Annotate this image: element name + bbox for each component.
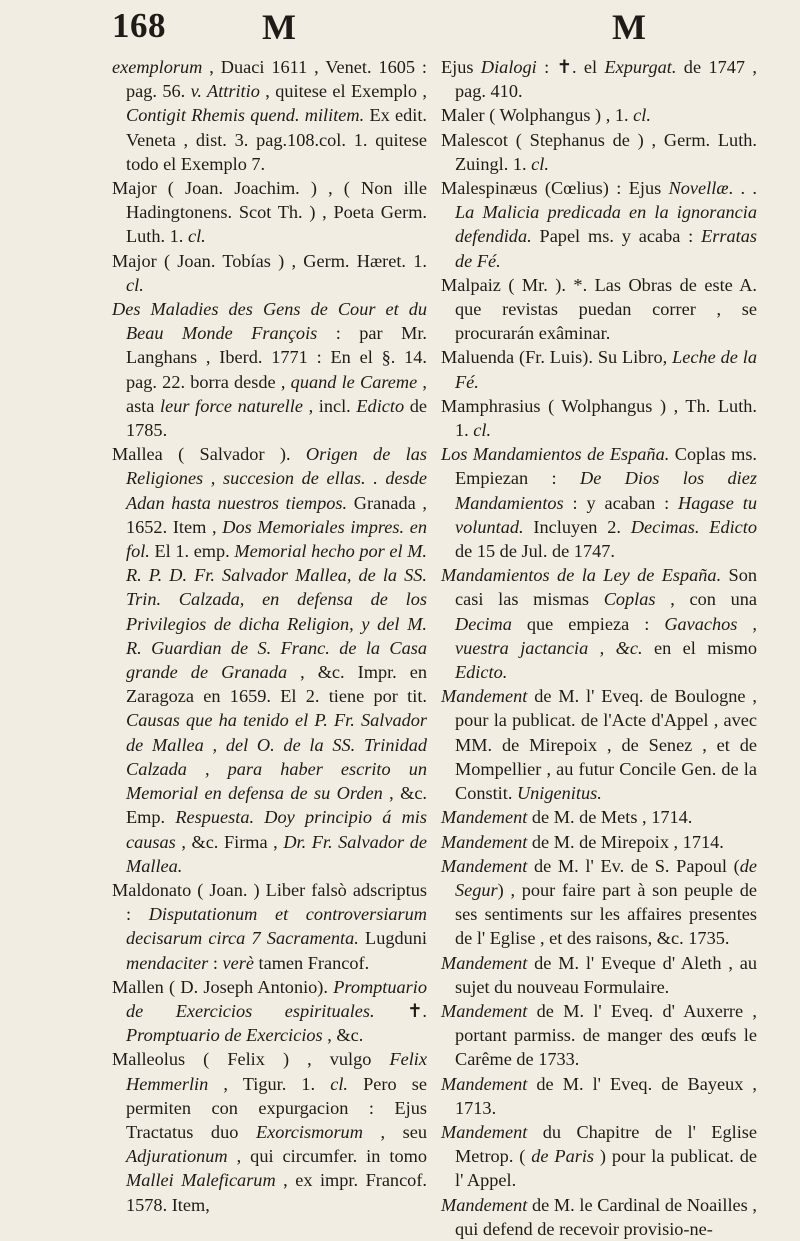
italic-text: cl. [330,1073,348,1094]
entry-text: , quitese el Exemplo , [259,81,427,102]
entry-text: Mallea ( Salvador ). [112,444,306,465]
entry-text: de 1785. [126,395,428,441]
entry-text: , Duaci 1611 , Venet. 1605 : pag. 56. [126,57,427,102]
running-header [0,6,800,56]
entry-text: ✝. [374,1000,427,1021]
entry-text: de M. de Mets , 1714. [527,807,693,828]
left-column [112,55,427,1217]
entry-text: Maler ( Wolphangus ) , 1. [441,105,634,126]
entry-text: , con una [655,589,757,610]
italic-text: cl. [126,274,144,295]
entry-text: : par Mr. Langhans , Iberd. 1771 : En el §. 14. pag. 22. borra desde , [126,323,427,392]
entry-text: Coplas ms. Empiezan : [455,444,758,489]
italic-text: cl. [473,420,492,441]
italic-text: Mandement [441,1194,528,1215]
italic-text: Disputationum et controversiarum decisarum circa 7 Sacramenta. [126,904,427,949]
entry-text: Malescot ( Stephanus de ) , Germ. Luth. Zuingl. 1. [441,129,757,174]
index-entry [441,55,757,103]
index-entry [112,878,427,975]
index-entry [112,297,427,442]
entry-text: Malleolus ( Felix ) , vulgo [112,1049,390,1070]
italic-text: Des Maladies des Gens de Cour et du Beau Monde François [112,299,427,344]
index-entry [112,249,427,297]
entry-text: Incluyen 2. [523,516,631,537]
entry-text: Major ( Joan. Joachim. ) , ( Non ille Hadingtonens. Scot Th. ) , Poeta Germ. Luth. 1. [112,178,427,247]
entry-text: , &c. [322,1025,364,1046]
entry-text: , Tigur. 1. [208,1073,331,1094]
italic-text: Mandement [441,807,528,828]
entry-text: de M. l' Eveque d' Aleth , au sujet du nouveau Formulaire. [455,952,757,997]
italic-text: de Segur [455,855,757,900]
entry-text: Papel ms. y acaba : [531,226,702,247]
index-entry [441,442,757,563]
index-entry [441,684,757,805]
italic-text: de Paris [531,1146,595,1167]
entry-text: de M. l' Eveq. d' Auxerre , portant parmiss. de manger des œufs le Carême de 1733. [455,1000,757,1070]
entry-text: en el mismo [642,637,757,658]
index-entry [441,394,757,442]
entry-text: , &c. Impr. en Zaragoza en 1659. El 2. tiene por tit. [126,662,427,707]
right-column [441,55,757,1241]
index-entry [112,176,427,249]
entry-text: de M. l' Ev. de S. Papoul ( [527,855,740,876]
italic-text: Mandement [441,1073,528,1094]
italic-text: Contigit Rhemis quend. militem. [126,105,365,126]
italic-text: Leche de la Fé. [455,347,757,392]
entry-text: Lugduni [358,928,427,949]
index-entry [112,1047,427,1216]
entry-text: Malpaiz ( Mr. ). *. Las Obras de este A. que revistas puedan correr , se procurarán exâminar. [441,274,757,344]
entry-text: du Chapitre de l' Eglise Metrop. ( [455,1121,757,1167]
index-entry [441,563,757,684]
entry-text: tamen Francof. [253,952,370,973]
entry-text: , &c. Emp. [126,783,428,828]
index-entry [112,55,427,176]
italic-text: Gavachos , vuestra jactancia , &c. [455,613,758,658]
italic-text: Memorial hecho por el M. R. P. D. Fr. Salvador Mallea, de la SS. Trin. Calzada, en defensa de los Privilegios de dicha Religion, y del M. R. Guardian de S. Franc. de la Casa grande de Granada [126,541,427,683]
index-entry [441,128,757,176]
index-entry [441,103,757,127]
italic-text: Mandement [441,831,528,852]
index-entry [441,854,757,951]
entry-text: Ejus [441,57,481,77]
index-entry [441,830,757,854]
italic-text: Dialogi [480,57,537,77]
italic-text: Mandement [441,952,528,973]
entry-text: de M. l' Eveq. de Boulogne , pour la publicat. de l'Acte d'Appel , avec MM. de Mirepoix , de Senez , et de Mompellier , au futur Concile Gen. de la Constit. [455,686,757,804]
entry-text: , seu [362,1121,427,1142]
entry-text: Mallen ( D. Joseph Antonio). [112,976,334,997]
entry-text: Maluenda (Fr. Luis). Su Libro, [441,347,673,368]
italic-text: La Malicia predicada en la ignorancia defendida. [455,202,757,247]
italic-text: Mallei Maleficarum [126,1170,276,1191]
italic-text: Decimas. Edicto [630,516,757,537]
italic-text: cl. [633,105,651,126]
italic-text: Mandement [441,1121,528,1142]
italic-text: Mandamientos de la Ley de España. [441,565,722,586]
italic-text: Unigenitus. [516,783,602,804]
entry-text: , incl. [302,395,357,416]
entry-text: . . . [728,178,757,199]
italic-text: Mandement [441,855,528,876]
entry-text: Ex edit. Veneta , dist. 3. pag.108.col. 1. quitese todo el Exemplo 7. [126,105,427,174]
index-entry [441,805,757,829]
italic-text: Promptuario de Exercicios [126,1025,323,1046]
entry-text: que empieza : [511,613,665,634]
italic-text: Edicto [356,395,405,416]
header-letter-left: M [262,7,296,47]
index-entry [112,442,427,878]
italic-text: Expurgat. [604,57,677,77]
italic-text: Novellæ [668,178,729,199]
entry-text: de 15 de Jul. de 1747. [455,541,615,562]
index-entry [112,975,427,1048]
italic-text: exemplorum [112,57,203,77]
italic-text: Causas que ha tenido el P. Fr. Salvador de Mallea , del O. de la SS. Trinidad Calzada , para haber escrito un Memorial en defensa de su Orden [126,710,427,804]
italic-text: leur force naturelle [160,395,303,416]
index-entry [441,1193,757,1241]
italic-text: Mandement [441,1000,528,1021]
italic-text: Adjurationum [126,1146,228,1167]
italic-text: Respuesta. Doy principio á mis causas [126,807,428,852]
italic-text: Decima [455,613,512,634]
entry-text: , qui circumfer. in tomo [227,1146,427,1167]
italic-text: mendaciter [126,952,209,973]
italic-text: Felix Hemmerlin [126,1049,427,1094]
index-entry [441,999,757,1072]
italic-text: De Dios los diez Mandamientos [455,468,757,513]
index-entry [441,273,757,346]
italic-text: Dr. Fr. Salvador de Mallea. [126,831,427,876]
entry-text: , &c. Firma , [175,831,284,852]
entry-text: Maldonato ( Joan. ) Liber falsò adscriptus : [112,879,427,925]
entry-text: de M. le Cardinal de Noailles , qui defend de recevoir provisio-ne- [455,1194,757,1239]
entry-text: Major ( Joan. Tobías ) , Germ. Hæret. 1. [112,250,427,271]
entry-text: Pero se permiten con expurgacion : Ejus Tractatus duo [126,1073,427,1142]
italic-text: cl. [187,226,206,247]
index-entry [441,1120,757,1193]
entry-text: : y acaban : [563,492,679,513]
italic-text: Coplas [603,589,656,610]
italic-text: verè [222,952,254,973]
entry-text: : [208,952,223,973]
italic-text: Exorcismorum [255,1121,363,1142]
italic-text: Mandement [441,686,528,707]
entry-text: Malespinæus (Cœlius) : Ejus [441,178,669,199]
entry-text: ) , pour faire part à son peuple de ses sentiments sur les affaires presentes de l' Eglise , et des raisons, &c. 1735. [455,879,757,949]
entry-text: Son casi las mismas [455,565,757,610]
italic-text: Dos Memoriales impres. en fol. [126,516,428,562]
italic-text: Los Mandamientos de España. [441,444,670,465]
italic-text: Origen de las Religiones , succesion de ellas. . desde Adan hasta nuestros tiempos. [126,444,427,513]
index-entry [441,1072,757,1120]
entry-text: Granada , 1652. Item , [126,492,427,537]
entry-text: , asta [126,371,427,416]
italic-text: Erratas de Fé. [455,226,757,271]
entry-text: de M. l' Eveq. de Bayeux , 1713. [455,1073,757,1118]
page-number: 168 [112,6,166,45]
header-letter-right: M [612,7,646,47]
italic-text: v. Attritio [190,81,260,102]
index-entry [441,345,757,393]
index-entry [441,951,757,999]
entry-text: de M. de Mirepoix , 1714. [527,831,724,852]
index-entry [441,176,757,273]
entry-text: , ex impr. Francof. 1578. Item, [126,1170,427,1215]
italic-text: cl. [531,153,549,174]
entry-text: Mamphrasius ( Wolphangus ) , Th. Luth. 1. [441,395,757,441]
entry-text: : ✝. el [536,57,605,77]
italic-text: Hagase tu voluntad. [455,492,757,537]
italic-text: Promptuario de Exercicios espirituales. [126,976,427,1021]
italic-text: quand le Careme [290,371,418,392]
entry-text: de 1747 , pag. 410. [455,57,757,102]
entry-text: El 1. emp. [149,541,235,562]
entry-text: ) pour la publicat. de l' Appel. [455,1146,757,1191]
italic-text: Edicto. [455,662,508,683]
